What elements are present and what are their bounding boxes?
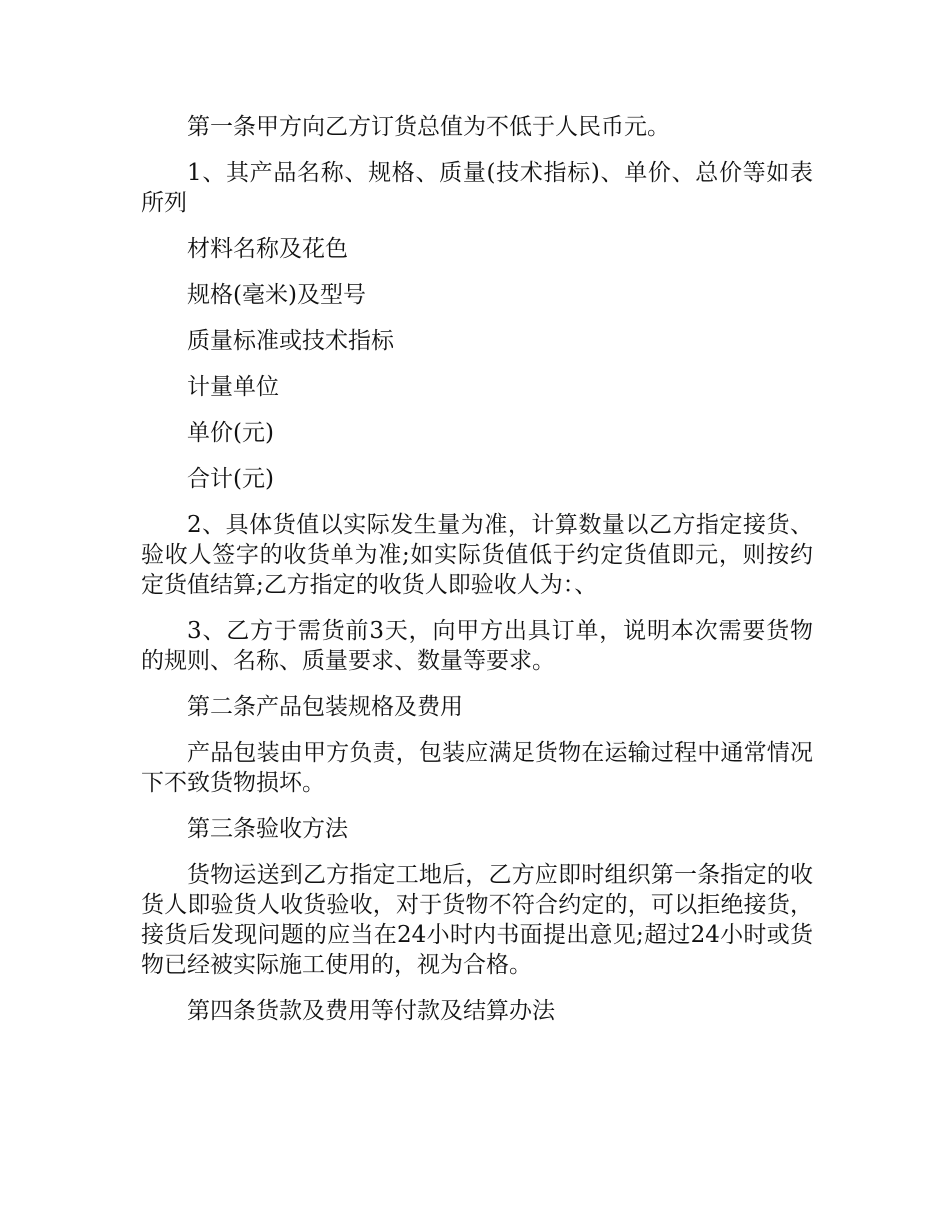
- clause-2-body: 产品包装由甲方负责，包装应满足货物在运输过程中通常情况下不致货物损坏。: [141, 740, 813, 796]
- clause-1-item-1: 1、其产品名称、规格、质量(技术指标)、单价、总价等如表所列: [141, 160, 813, 216]
- clause-1-item-2: 2、具体货值以实际发生量为准，计算数量以乙方指定接货、验收人签字的收货单为准;如实际货值低于约定货值即元，则按约定货值结算;乙方指定的收货人即验收人为：、: [141, 512, 813, 598]
- table-field-unit: 计量单位: [187, 374, 279, 400]
- clause-3-heading: 第三条验收方法: [187, 816, 348, 842]
- table-field-quality-standard: 质量标准或技术指标: [187, 328, 394, 354]
- table-field-unit-price: 单价(元): [187, 420, 274, 446]
- clause-2-heading: 第二条产品包装规格及费用: [187, 694, 463, 720]
- clause-1-item-3: 3、乙方于需货前3天，向甲方出具订单，说明本次需要货物的规则、名称、质量要求、数量等要求。: [141, 618, 813, 674]
- clause-3-body: 货物运送到乙方指定工地后，乙方应即时组织第一条指定的收货人即验货人收货验收，对于货物不符合约定的，可以拒绝接货，接货后发现问题的应当在24小时内书面提出意见;超过24小时或货物已经被实际施工使用的，视为合格。: [141, 862, 813, 978]
- table-field-material-name: 材料名称及花色: [187, 236, 348, 262]
- clause-4-heading: 第四条货款及费用等付款及结算办法: [187, 998, 555, 1024]
- clause-1-heading: 第一条甲方向乙方订货总值为不低于人民币元。: [187, 114, 670, 140]
- document-body: [141, 112, 813, 1042]
- table-field-total: 合计(元): [187, 466, 274, 492]
- table-field-spec-model: 规格(毫米)及型号: [187, 282, 366, 308]
